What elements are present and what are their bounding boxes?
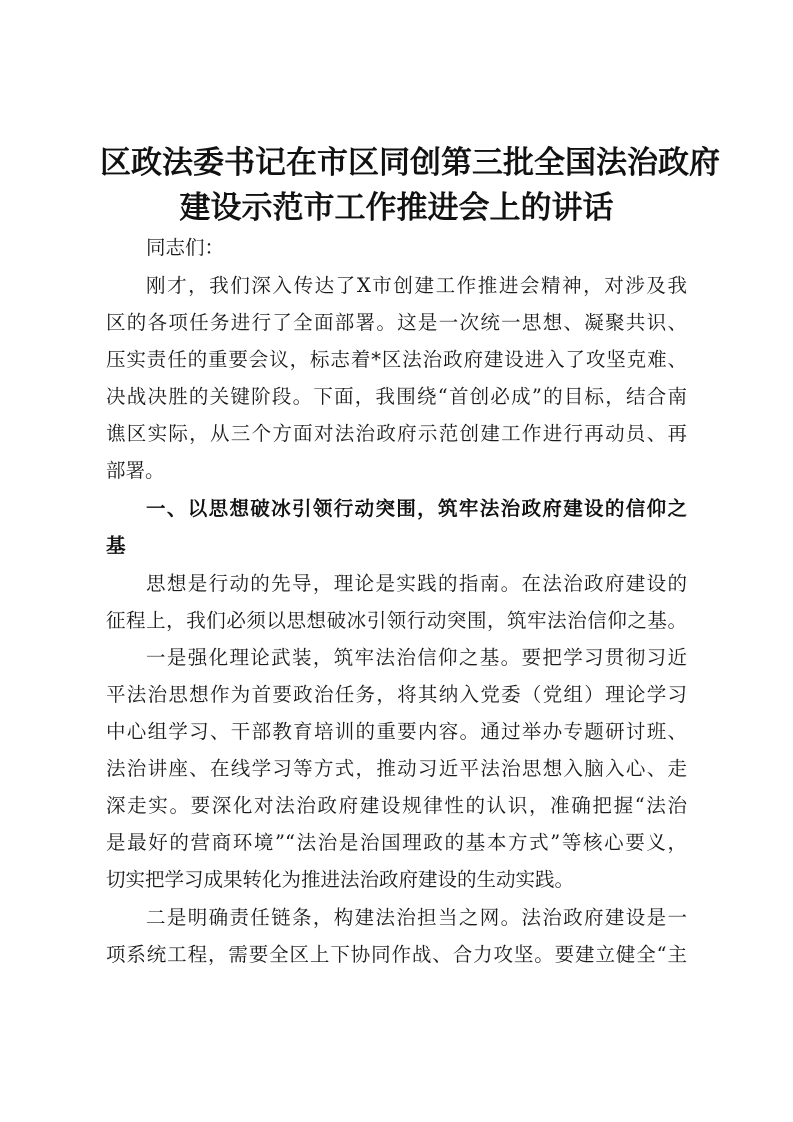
paragraph-3-line: 是最好的营商环境”“法治是治国理政的基本方式”等核心要义，: [106, 831, 687, 854]
document-title-line-2: 建设示范市工作推进会上的讲话: [179, 190, 614, 226]
paragraph-1-line: 谯区实际，从三个方面对法治政府示范创建工作进行再动员、再: [106, 422, 687, 445]
paragraph-4-line: 二是明确责任链条，构建法治担当之网。法治政府建设是一: [146, 906, 687, 929]
paragraph-3-line: 中心组学习、干部教育培训的重要内容。通过举办专题研讨班、: [106, 720, 687, 743]
paragraph-3-line: 平法治思想作为首要政治任务，将其纳入党委（党组）理论学习: [106, 683, 687, 706]
paragraph-1-line: 部署。: [106, 459, 165, 482]
paragraph-3-line: 法治讲座、在线学习等方式，推动习近平法治思想入脑入心、走: [106, 757, 687, 780]
paragraph-1-line: 区的各项任务进行了全面部署。这是一次统一思想、凝聚共识、: [106, 311, 687, 334]
paragraph-3-line: 一是强化理论武装，筑牢法治信仰之基。要把学习贯彻习近: [146, 646, 687, 669]
paragraph-2-line: 征程上，我们必须以思想破冰引领行动突围，筑牢法治信仰之基。: [106, 609, 687, 632]
paragraph-1-line: 压实责任的重要会议，标志着*区法治政府建设进入了攻坚克难、: [106, 348, 687, 371]
paragraph-1-line: 决战决胜的关键阶段。下面，我围绕“首创必成”的目标，结合南: [106, 385, 687, 408]
paragraph-4-line: 项系统工程，需要全区上下协同作战、合力攻坚。要建立健全“主: [106, 943, 687, 966]
section-1-heading: 基: [106, 534, 126, 557]
section-1-heading: 一、以思想破冰引领行动突围，筑牢法治政府建设的信仰之: [146, 497, 687, 520]
salutation: 同志们：: [146, 236, 225, 259]
paragraph-3-line: 切实把学习成果转化为推进法治政府建设的生动实践。: [106, 868, 575, 891]
paragraph-3-line: 深走实。要深化对法治政府建设规律性的认识，准确把握“法治: [106, 794, 687, 817]
paragraph-1-line: 刚才，我们深入传达了X市创建工作推进会精神，对涉及我: [146, 274, 687, 297]
paragraph-2-line: 思想是行动的先导，理论是实践的指南。在法治政府建设的: [146, 572, 687, 595]
document-title-line-1: 区政法委书记在市区同创第三批全国法治政府: [100, 145, 720, 181]
